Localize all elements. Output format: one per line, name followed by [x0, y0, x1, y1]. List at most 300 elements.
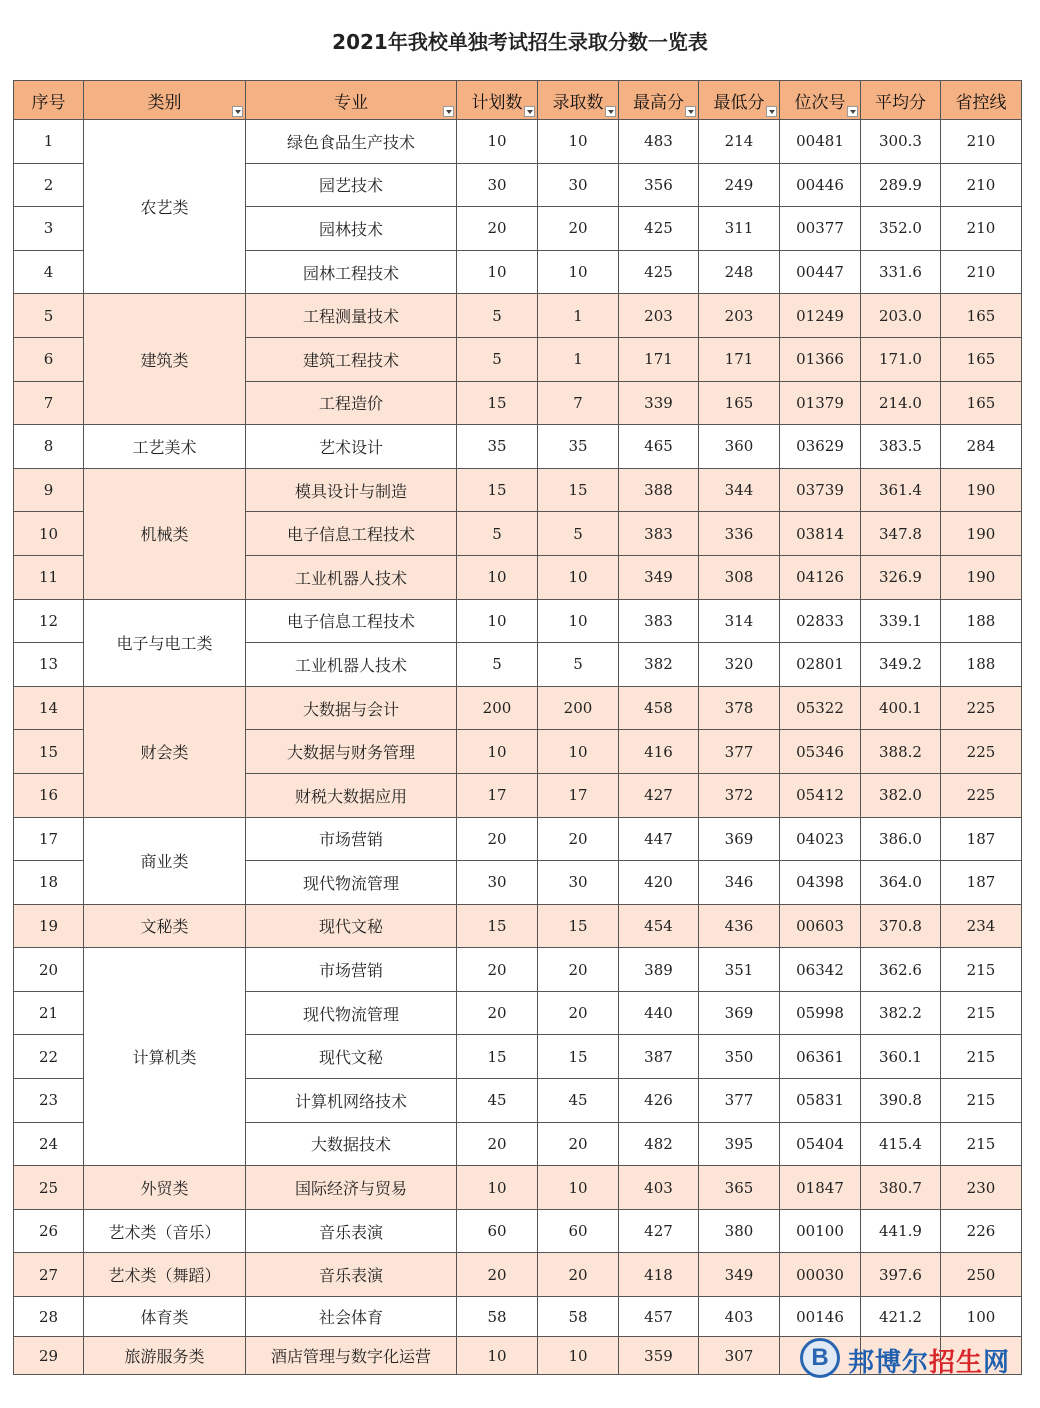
min-score-cell: 311 [699, 207, 780, 251]
row-number-cell: 26 [14, 1209, 84, 1253]
control-line-cell: 188 [941, 599, 1022, 643]
table-row [14, 294, 1022, 338]
control-line-cell: 100 [941, 1297, 1022, 1337]
major-cell: 艺术设计 [246, 425, 457, 469]
max-score-cell: 458 [619, 686, 699, 730]
plan-cell: 20 [457, 1253, 538, 1297]
average-cell: 171.0 [861, 337, 941, 381]
filter-dropdown-icon[interactable] [605, 106, 616, 117]
max-score-cell: 359 [619, 1337, 699, 1375]
major-cell: 财税大数据应用 [246, 773, 457, 817]
row-number-cell: 21 [14, 991, 84, 1035]
min-score-cell: 171 [699, 337, 780, 381]
max-score-cell: 382 [619, 643, 699, 687]
table-row [14, 1166, 1022, 1210]
plan-cell: 20 [457, 817, 538, 861]
admitted-cell: 5 [538, 512, 619, 556]
table-row [14, 425, 1022, 469]
average-cell: 400.1 [861, 686, 941, 730]
average-cell: 383.5 [861, 425, 941, 469]
major-cell: 酒店管理与数字化运营 [246, 1337, 457, 1375]
min-score-cell: 360 [699, 425, 780, 469]
control-line-cell: 215 [941, 1035, 1022, 1079]
major-cell: 现代物流管理 [246, 991, 457, 1035]
admitted-cell: 15 [538, 904, 619, 948]
filter-dropdown-icon[interactable] [443, 106, 454, 117]
average-cell: 331.6 [861, 250, 941, 294]
max-score-cell: 482 [619, 1122, 699, 1166]
control-line-cell: 250 [941, 1253, 1022, 1297]
header-label: 录取数 [552, 92, 604, 113]
max-score-cell: 425 [619, 207, 699, 251]
control-line-cell: 210 [941, 120, 1022, 164]
min-score-cell: 165 [699, 381, 780, 425]
rank-cell: 01379 [780, 381, 861, 425]
min-score-cell: 203 [699, 294, 780, 338]
rank-cell: 04023 [780, 817, 861, 861]
min-score-cell: 346 [699, 861, 780, 905]
admitted-cell: 35 [538, 425, 619, 469]
min-score-cell: 380 [699, 1209, 780, 1253]
average-cell: 289.9 [861, 163, 941, 207]
min-score-cell: 314 [699, 599, 780, 643]
row-number-cell: 3 [14, 207, 84, 251]
average-cell: 361.4 [861, 468, 941, 512]
filter-dropdown-icon[interactable] [847, 106, 858, 117]
control-line-cell: 210 [941, 250, 1022, 294]
row-number-cell: 18 [14, 861, 84, 905]
header-label: 平均分 [875, 92, 926, 113]
average-cell: 326.9 [861, 555, 941, 599]
row-number-cell: 12 [14, 599, 84, 643]
category-cell: 外贸类 [84, 1166, 246, 1210]
control-line-cell: 230 [941, 1166, 1022, 1210]
admitted-cell: 10 [538, 555, 619, 599]
admitted-cell: 45 [538, 1079, 619, 1123]
control-line-cell [941, 1337, 1022, 1375]
plan-cell: 20 [457, 207, 538, 251]
category-cell: 计算机类 [84, 948, 246, 1166]
plan-cell: 15 [457, 381, 538, 425]
control-line-cell: 187 [941, 817, 1022, 861]
plan-cell: 20 [457, 948, 538, 992]
category-cell: 艺术类（音乐） [84, 1209, 246, 1253]
max-score-cell: 426 [619, 1079, 699, 1123]
major-cell: 市场营销 [246, 948, 457, 992]
plan-cell: 5 [457, 512, 538, 556]
row-number-cell: 6 [14, 337, 84, 381]
plan-cell: 30 [457, 163, 538, 207]
row-number-cell: 27 [14, 1253, 84, 1297]
plan-cell: 10 [457, 250, 538, 294]
row-number-cell: 20 [14, 948, 84, 992]
min-score-cell: 377 [699, 730, 780, 774]
control-line-cell: 225 [941, 773, 1022, 817]
table-row [14, 686, 1022, 730]
header-label: 序号 [31, 92, 66, 113]
average-cell: 380.7 [861, 1166, 941, 1210]
rank-cell: 01249 [780, 294, 861, 338]
average-cell: 386.0 [861, 817, 941, 861]
table-row [14, 948, 1022, 992]
row-number-cell: 25 [14, 1166, 84, 1210]
table-row [14, 120, 1022, 164]
header-label: 最高分 [633, 92, 684, 113]
row-number-cell: 17 [14, 817, 84, 861]
average-cell: 415.4 [861, 1122, 941, 1166]
average-cell: 203.0 [861, 294, 941, 338]
major-cell: 国际经济与贸易 [246, 1166, 457, 1210]
rank-cell: 00100 [780, 1209, 861, 1253]
admitted-cell: 15 [538, 1035, 619, 1079]
max-score-cell: 418 [619, 1253, 699, 1297]
table-row [14, 599, 1022, 643]
major-cell: 大数据与会计 [246, 686, 457, 730]
row-number-cell: 11 [14, 555, 84, 599]
average-cell: 382.0 [861, 773, 941, 817]
plan-cell: 10 [457, 599, 538, 643]
max-score-cell: 440 [619, 991, 699, 1035]
row-number-cell: 23 [14, 1079, 84, 1123]
plan-cell: 200 [457, 686, 538, 730]
table-row [14, 904, 1022, 948]
rank-cell: 04126 [780, 555, 861, 599]
min-score-cell: 320 [699, 643, 780, 687]
plan-cell: 10 [457, 730, 538, 774]
max-score-cell: 425 [619, 250, 699, 294]
control-line-cell: 225 [941, 686, 1022, 730]
admitted-cell: 20 [538, 1122, 619, 1166]
admitted-cell: 58 [538, 1297, 619, 1337]
min-score-cell: 214 [699, 120, 780, 164]
control-line-cell: 215 [941, 948, 1022, 992]
max-score-cell: 420 [619, 861, 699, 905]
table-row [14, 1209, 1022, 1253]
header-label: 省控线 [955, 92, 1007, 113]
category-cell: 体育类 [84, 1297, 246, 1337]
header-major [246, 81, 457, 120]
admitted-cell: 20 [538, 1253, 619, 1297]
min-score-cell: 403 [699, 1297, 780, 1337]
control-line-cell: 188 [941, 643, 1022, 687]
row-number-cell: 29 [14, 1337, 84, 1375]
row-number-cell: 24 [14, 1122, 84, 1166]
average-cell: 421.2 [861, 1297, 941, 1337]
rank-cell: 01847 [780, 1166, 861, 1210]
header-average [861, 81, 941, 120]
control-line-cell: 165 [941, 337, 1022, 381]
average-cell: 441.9 [861, 1209, 941, 1253]
max-score-cell: 416 [619, 730, 699, 774]
header-rank [780, 81, 861, 120]
average-cell: 390.8 [861, 1079, 941, 1123]
header-control-line [941, 81, 1022, 120]
watermark-logo-icon: B [800, 1338, 840, 1378]
header-label: 专业 [334, 92, 368, 113]
header-label: 计划数 [471, 92, 523, 113]
plan-cell: 10 [457, 1337, 538, 1375]
watermark-text-part: 邦博尔 [848, 1348, 930, 1378]
major-cell: 大数据与财务管理 [246, 730, 457, 774]
plan-cell: 5 [457, 294, 538, 338]
rank-cell [780, 1337, 861, 1375]
max-score-cell: 349 [619, 555, 699, 599]
max-score-cell: 427 [619, 773, 699, 817]
watermark-text-part: 招生 [929, 1348, 984, 1378]
major-cell: 园林工程技术 [246, 250, 457, 294]
average-cell: 364.0 [861, 861, 941, 905]
rank-cell: 00377 [780, 207, 861, 251]
filter-dropdown-icon[interactable] [766, 106, 777, 117]
major-cell: 模具设计与制造 [246, 468, 457, 512]
major-cell: 社会体育 [246, 1297, 457, 1337]
admitted-cell: 1 [538, 337, 619, 381]
rank-cell: 05998 [780, 991, 861, 1035]
admitted-cell: 20 [538, 948, 619, 992]
row-number-cell: 7 [14, 381, 84, 425]
plan-cell: 5 [457, 643, 538, 687]
admitted-cell: 20 [538, 817, 619, 861]
filter-dropdown-icon[interactable] [685, 106, 696, 117]
major-cell: 工程测量技术 [246, 294, 457, 338]
average-cell: 360.1 [861, 1035, 941, 1079]
major-cell: 音乐表演 [246, 1209, 457, 1253]
major-cell: 工程造价 [246, 381, 457, 425]
average-cell: 349.2 [861, 643, 941, 687]
min-score-cell: 377 [699, 1079, 780, 1123]
max-score-cell: 427 [619, 1209, 699, 1253]
major-cell: 电子信息工程技术 [246, 512, 457, 556]
average-cell: 362.6 [861, 948, 941, 992]
row-number-cell: 16 [14, 773, 84, 817]
rank-cell: 01366 [780, 337, 861, 381]
min-score-cell: 369 [699, 817, 780, 861]
control-line-cell: 165 [941, 381, 1022, 425]
average-cell: 300.3 [861, 120, 941, 164]
admitted-cell: 10 [538, 120, 619, 164]
major-cell: 园艺技术 [246, 163, 457, 207]
filter-dropdown-icon[interactable] [524, 106, 535, 117]
plan-cell: 30 [457, 861, 538, 905]
control-line-cell: 165 [941, 294, 1022, 338]
max-score-cell: 483 [619, 120, 699, 164]
major-cell: 计算机网络技术 [246, 1079, 457, 1123]
header-no [14, 81, 84, 120]
admitted-cell: 200 [538, 686, 619, 730]
filter-dropdown-icon[interactable] [232, 106, 243, 117]
control-line-cell: 215 [941, 1079, 1022, 1123]
category-cell: 电子与电工类 [84, 599, 246, 686]
major-cell: 现代文秘 [246, 904, 457, 948]
category-cell: 机械类 [84, 468, 246, 599]
admitted-cell: 20 [538, 991, 619, 1035]
average-cell [861, 1337, 941, 1375]
row-number-cell: 28 [14, 1297, 84, 1337]
major-cell: 园林技术 [246, 207, 457, 251]
header-admitted [538, 81, 619, 120]
max-score-cell: 388 [619, 468, 699, 512]
rank-cell: 05412 [780, 773, 861, 817]
average-cell: 382.2 [861, 991, 941, 1035]
rank-cell: 03814 [780, 512, 861, 556]
row-number-cell: 15 [14, 730, 84, 774]
min-score-cell: 307 [699, 1337, 780, 1375]
major-cell: 现代文秘 [246, 1035, 457, 1079]
admitted-cell: 30 [538, 163, 619, 207]
rank-cell: 03739 [780, 468, 861, 512]
plan-cell: 58 [457, 1297, 538, 1337]
control-line-cell: 210 [941, 163, 1022, 207]
header-plan [457, 81, 538, 120]
control-line-cell: 215 [941, 1122, 1022, 1166]
average-cell: 352.0 [861, 207, 941, 251]
row-number-cell: 13 [14, 643, 84, 687]
control-line-cell: 190 [941, 468, 1022, 512]
plan-cell: 20 [457, 991, 538, 1035]
plan-cell: 15 [457, 468, 538, 512]
rank-cell: 06342 [780, 948, 861, 992]
rank-cell: 06361 [780, 1035, 861, 1079]
min-score-cell: 249 [699, 163, 780, 207]
admitted-cell: 60 [538, 1209, 619, 1253]
major-cell: 绿色食品生产技术 [246, 120, 457, 164]
major-cell: 现代物流管理 [246, 861, 457, 905]
row-number-cell: 22 [14, 1035, 84, 1079]
admitted-cell: 17 [538, 773, 619, 817]
average-cell: 397.6 [861, 1253, 941, 1297]
admitted-cell: 20 [538, 207, 619, 251]
admitted-cell: 1 [538, 294, 619, 338]
admitted-cell: 7 [538, 381, 619, 425]
table-row [14, 1253, 1022, 1297]
min-score-cell: 378 [699, 686, 780, 730]
average-cell: 347.8 [861, 512, 941, 556]
rank-cell: 02801 [780, 643, 861, 687]
row-number-cell: 9 [14, 468, 84, 512]
min-score-cell: 436 [699, 904, 780, 948]
header-category [84, 81, 246, 120]
admission-score-table [13, 80, 1022, 1375]
row-number-cell: 8 [14, 425, 84, 469]
min-score-cell: 351 [699, 948, 780, 992]
average-cell: 388.2 [861, 730, 941, 774]
max-score-cell: 403 [619, 1166, 699, 1210]
control-line-cell: 190 [941, 555, 1022, 599]
rank-cell: 05322 [780, 686, 861, 730]
admitted-cell: 10 [538, 250, 619, 294]
header-row [14, 81, 1022, 120]
max-score-cell: 383 [619, 599, 699, 643]
average-cell: 370.8 [861, 904, 941, 948]
header-label: 位次号 [794, 92, 846, 113]
row-number-cell: 5 [14, 294, 84, 338]
watermark-text-part: 网 [983, 1348, 1011, 1378]
major-cell: 电子信息工程技术 [246, 599, 457, 643]
row-number-cell: 14 [14, 686, 84, 730]
plan-cell: 35 [457, 425, 538, 469]
control-line-cell: 234 [941, 904, 1022, 948]
control-line-cell: 284 [941, 425, 1022, 469]
rank-cell: 03629 [780, 425, 861, 469]
category-cell: 农艺类 [84, 120, 246, 294]
plan-cell: 60 [457, 1209, 538, 1253]
min-score-cell: 369 [699, 991, 780, 1035]
category-cell: 财会类 [84, 686, 246, 817]
min-score-cell: 350 [699, 1035, 780, 1079]
rank-cell: 05404 [780, 1122, 861, 1166]
category-cell: 商业类 [84, 817, 246, 904]
admitted-cell: 10 [538, 730, 619, 774]
plan-cell: 10 [457, 1166, 538, 1210]
plan-cell: 10 [457, 120, 538, 164]
header-min-score [699, 81, 780, 120]
admitted-cell: 15 [538, 468, 619, 512]
row-number-cell: 4 [14, 250, 84, 294]
rank-cell: 00030 [780, 1253, 861, 1297]
plan-cell: 17 [457, 773, 538, 817]
category-cell: 文秘类 [84, 904, 246, 948]
rank-cell: 05831 [780, 1079, 861, 1123]
plan-cell: 45 [457, 1079, 538, 1123]
min-score-cell: 308 [699, 555, 780, 599]
max-score-cell: 383 [619, 512, 699, 556]
admitted-cell: 10 [538, 599, 619, 643]
max-score-cell: 171 [619, 337, 699, 381]
category-cell: 工艺美术 [84, 425, 246, 469]
header-label: 最低分 [713, 92, 765, 113]
major-cell: 工业机器人技术 [246, 555, 457, 599]
control-line-cell: 187 [941, 861, 1022, 905]
major-cell: 大数据技术 [246, 1122, 457, 1166]
table-row [14, 1297, 1022, 1337]
max-score-cell: 465 [619, 425, 699, 469]
rank-cell: 00447 [780, 250, 861, 294]
category-cell: 艺术类（舞蹈） [84, 1253, 246, 1297]
admitted-cell: 10 [538, 1337, 619, 1375]
table-body [14, 120, 1022, 1375]
max-score-cell: 454 [619, 904, 699, 948]
plan-cell: 5 [457, 337, 538, 381]
admitted-cell: 5 [538, 643, 619, 687]
control-line-cell: 226 [941, 1209, 1022, 1253]
rank-cell: 00446 [780, 163, 861, 207]
table-row [14, 1337, 1022, 1375]
min-score-cell: 248 [699, 250, 780, 294]
major-cell: 市场营销 [246, 817, 457, 861]
rank-cell: 02833 [780, 599, 861, 643]
category-cell: 建筑类 [84, 294, 246, 425]
row-number-cell: 10 [14, 512, 84, 556]
major-cell: 音乐表演 [246, 1253, 457, 1297]
min-score-cell: 349 [699, 1253, 780, 1297]
min-score-cell: 365 [699, 1166, 780, 1210]
header-label: 类别 [147, 92, 182, 113]
min-score-cell: 336 [699, 512, 780, 556]
average-cell: 214.0 [861, 381, 941, 425]
min-score-cell: 395 [699, 1122, 780, 1166]
plan-cell: 15 [457, 1035, 538, 1079]
rank-cell: 00146 [780, 1297, 861, 1337]
max-score-cell: 203 [619, 294, 699, 338]
plan-cell: 15 [457, 904, 538, 948]
max-score-cell: 389 [619, 948, 699, 992]
rank-cell: 04398 [780, 861, 861, 905]
control-line-cell: 225 [941, 730, 1022, 774]
major-cell: 工业机器人技术 [246, 643, 457, 687]
major-cell: 建筑工程技术 [246, 337, 457, 381]
max-score-cell: 356 [619, 163, 699, 207]
row-number-cell: 2 [14, 163, 84, 207]
